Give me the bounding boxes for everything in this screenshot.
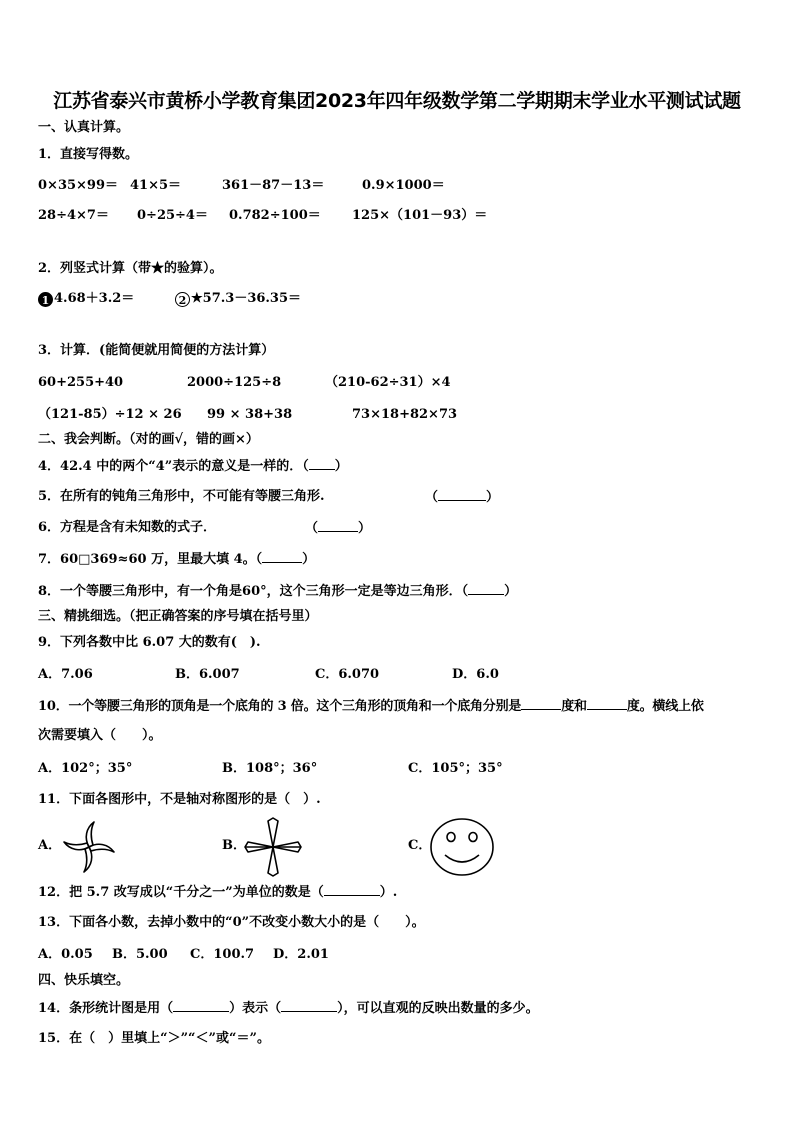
q1-item: 125×（101－93）＝ xyxy=(352,208,488,223)
smiley-face-figure xyxy=(429,817,495,877)
question-14: 14．条形统计图是用（ ）表示（ ），可以直观的反映出数量的多少。 xyxy=(38,1001,539,1016)
q2-item-1: 1 4.68＋3.2＝ xyxy=(38,290,134,308)
q1-item: 361－87－13＝ xyxy=(222,178,325,193)
q3-item: （210-62÷31）×4 xyxy=(325,375,451,390)
page-title: 江苏省泰兴市黄桥小学教育集团2023年四年级数学第二学期期末学业水平测试试题 xyxy=(53,90,741,112)
question-13: 13．下面各小数，去掉小数中的“0”不改变小数大小的是（ ）。 xyxy=(38,915,425,930)
q10-option-a[interactable]: A．102°；35° xyxy=(38,761,133,776)
question-15: 15．在（ ）里填上“＞”“＜”或“＝”。 xyxy=(38,1031,270,1046)
answer-blank[interactable] xyxy=(438,488,486,501)
q1-item: 41×5＝ xyxy=(130,178,182,193)
question-10: 10．一个等腰三角形的顶角是一个底角的 3 倍。这个三角形的顶角和一个底角分别是 度和 度。横线上依 xyxy=(38,699,704,714)
pinwheel-figure xyxy=(60,818,118,876)
q11-option-b[interactable]: B． xyxy=(222,838,246,853)
q1-item: 0.782÷100＝ xyxy=(229,208,321,223)
q3-item: 99 × 38+38 xyxy=(207,407,293,422)
q9-option-d[interactable]: D．6.0 xyxy=(452,667,499,682)
cross-blade-figure xyxy=(244,817,302,877)
circled-number-1: 1 xyxy=(38,292,53,307)
answer-blank[interactable] xyxy=(318,519,358,532)
q3-item: 60+255+40 xyxy=(38,375,124,390)
q3-item: 73×18+82×73 xyxy=(352,407,458,422)
q11-option-a[interactable]: A． xyxy=(38,838,62,853)
answer-blank[interactable] xyxy=(173,999,229,1012)
q1-item: 0.9×1000＝ xyxy=(362,178,445,193)
question-7: 7．60□369≈60 万，里最大填 4。（ ） xyxy=(38,552,316,567)
q9-option-a[interactable]: A．7.06 xyxy=(38,667,93,682)
q13-option-c[interactable]: C．100.7 xyxy=(190,947,255,962)
answer-blank[interactable] xyxy=(324,883,380,896)
q13-option-d[interactable]: D．2.01 xyxy=(273,947,329,962)
question-12: 12．把 5.7 改写成以“千分之一”为单位的数是（ ）. xyxy=(38,885,398,900)
answer-blank[interactable] xyxy=(468,582,504,595)
question-4: 4．42.4 中的两个“4”表示的意义是一样的．（ ） xyxy=(38,459,348,474)
question-2-label: 2．列竖式计算（带★的验算）。 xyxy=(38,261,223,276)
answer-blank[interactable] xyxy=(587,697,627,710)
q3-item: 2000÷125÷8 xyxy=(187,375,282,390)
section-2-heading: 二、我会判断。（对的画√，错的画×） xyxy=(38,432,259,447)
answer-blank[interactable] xyxy=(521,697,561,710)
question-6: 6．方程是含有未知数的式子． xyxy=(38,520,217,535)
q10-option-b[interactable]: B．108°；36° xyxy=(222,761,318,776)
question-11: 11．下面各图形中，不是轴对称图形的是（ ）. xyxy=(38,792,321,807)
circled-number-2: 2 xyxy=(175,292,190,307)
q11-option-c[interactable]: C． xyxy=(408,838,432,853)
q9-option-c[interactable]: C．6.070 xyxy=(315,667,380,682)
section-4-heading: 四、快乐填空。 xyxy=(38,973,130,988)
question-5: 5．在所有的钝角三角形中，不可能有等腰三角形. xyxy=(38,489,325,504)
section-1-heading: 一、认真计算。 xyxy=(38,120,130,135)
answer-blank[interactable] xyxy=(262,550,302,563)
question-10-line-2: 次需要填入（ ）。 xyxy=(38,728,162,743)
answer-blank[interactable] xyxy=(281,999,337,1012)
q13-option-b[interactable]: B．5.00 xyxy=(112,947,168,962)
q2-item-2: 2 ★57.3－36.35＝ xyxy=(175,290,301,308)
question-3-label: 3．计算．(能简便就用简便的方法计算） xyxy=(38,343,275,358)
q1-item: 0×35×99＝ xyxy=(38,178,119,193)
question-6-answer: （ ） xyxy=(305,521,372,536)
section-3-heading: 三、精挑细选。（把正确答案的序号填在括号里） xyxy=(38,609,318,624)
q3-item: （121-85）÷12 × 26 xyxy=(38,407,182,422)
q1-item: 0÷25÷4＝ xyxy=(137,208,208,223)
q10-option-c[interactable]: C．105°；35° xyxy=(408,761,503,776)
question-8: 8．一个等腰三角形中，有一个角是60°，这个三角形一定是等边三角形．（ ） xyxy=(38,584,518,599)
q13-option-a[interactable]: A．0.05 xyxy=(38,947,93,962)
question-5-answer: （ ） xyxy=(425,490,500,505)
question-9: 9．下列各数中比 6.07 大的数有( ). xyxy=(38,635,261,650)
q9-option-b[interactable]: B．6.007 xyxy=(175,667,240,682)
answer-blank[interactable] xyxy=(309,457,335,470)
question-1-label: 1．直接写得数。 xyxy=(38,147,139,162)
q1-item: 28÷4×7＝ xyxy=(38,208,109,223)
